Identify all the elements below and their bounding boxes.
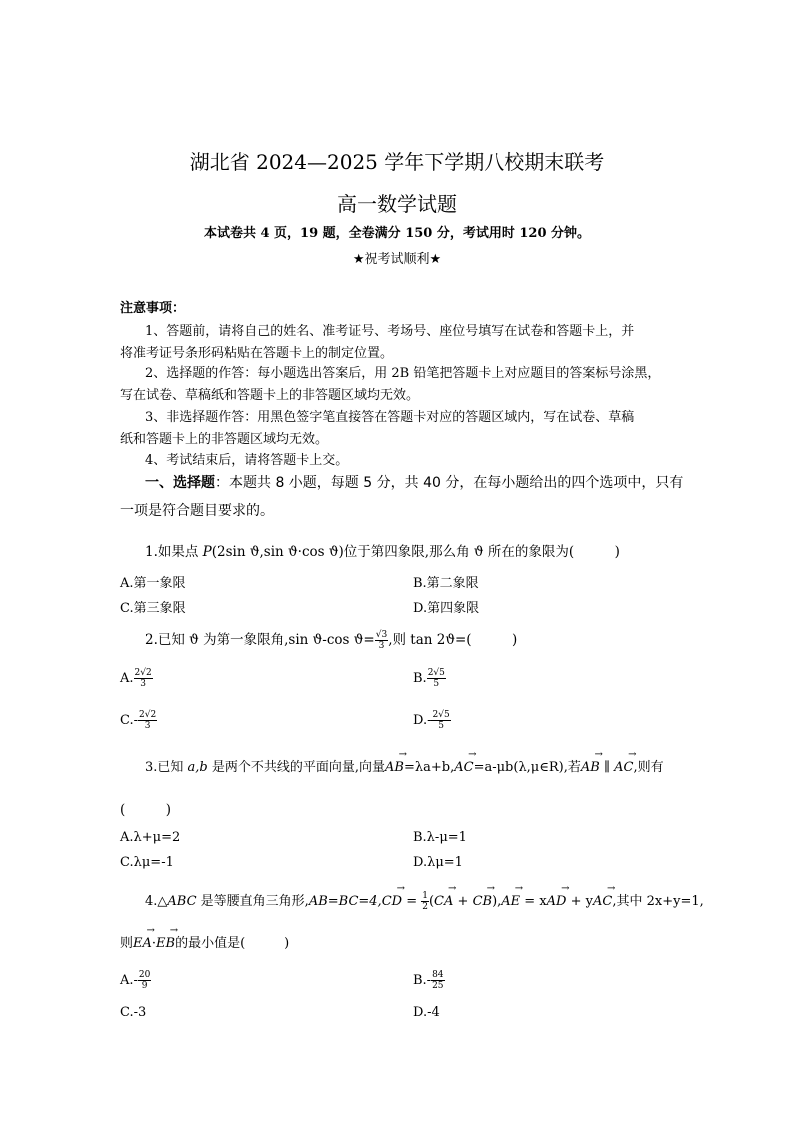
section-heading	[145, 472, 683, 492]
q1-option-c: C.第三象限	[120, 601, 186, 616]
exam-wish: ★祝考试顺利★	[352, 252, 442, 267]
notice-line: 纸和答题卡上的非答题区域均无效。	[120, 432, 329, 447]
q1-option-d: D.第四象限	[413, 601, 480, 616]
fraction: $\frac{√3}{3}$	[375, 630, 388, 651]
question-4-stem: 4.△ABC 是等腰直角三角形,AB=BC=4,→ CD = $\frac{1}{2}$ (→ CA + → CB),→ AE = x→ AD + y→ AC,其中 2x+y=1,	[145, 890, 704, 912]
exam-subtitle: 高一数学试题	[337, 192, 457, 216]
q3-option-d: D.λμ=1	[413, 855, 463, 870]
notice-line: 4、考试结束后，请将答题卡上交。	[145, 453, 349, 468]
section-desc: ：本题共 8 小题，每题 5 分，共 40 分，在每小题给出的四个选项中，只有	[215, 475, 684, 491]
question-3-stem: 3.已知 a,b 是两个不共线的平面向量,向量→ AB=λa+b,→ AC=a-μb(λ,μ∈R),若→ AB ∥ → AC,则有	[145, 756, 664, 775]
question-3-paren: ( )	[120, 802, 172, 818]
notice-line: 将准考证号条形码粘贴在答题卡上的制定位置。	[120, 346, 394, 361]
notice-line: 写在试卷、草稿纸和答题卡上的非答题区域均无效。	[120, 388, 420, 403]
q3-option-c: C.λμ=-1	[120, 855, 174, 870]
question-4-line2: 则→ EA·→ EB的最小值是( )	[120, 932, 289, 951]
question-1-stem: 1.如果点 P(2sin ϑ,sin ϑ·cos ϑ)位于第四象限,那么角 ϑ 所在的象限为( )	[145, 544, 620, 560]
exam-title: 湖北省 2024—2025 学年下学期八校期末联考	[189, 150, 605, 174]
notice-line: 3、非选择题作答：用黑色签字笔直接答在答题卡对应的答题区域内，写在试卷、草稿	[145, 410, 635, 425]
section-desc-2: 一项是符合题目要求的。	[120, 503, 274, 519]
q3-option-a: A.λ+μ=2	[120, 830, 181, 845]
q4-option-c: C.-3	[120, 1005, 147, 1020]
q4-option-b: B.- $\frac{84}{25}$	[413, 970, 444, 991]
q3-option-b: B.λ-μ=1	[413, 830, 467, 845]
notice-heading: 注意事项：	[120, 301, 186, 316]
section-label: 一、选择题	[145, 475, 215, 491]
q4-option-d: D.-4	[413, 1005, 440, 1020]
q2-option-a: A. $\frac{2√2}{3}$	[120, 668, 152, 689]
q1-option-b: B.第二象限	[413, 576, 479, 591]
q1-option-a: A.第一象限	[120, 576, 186, 591]
exam-info: 本试卷共 4 页，19 题，全卷满分 150 分，考试用时 120 分钟。	[203, 226, 591, 241]
q4-option-a: A.- $\frac{20}{9}$	[120, 970, 151, 991]
q2-option-c: C.- $\frac{2√2}{3}$	[120, 710, 157, 731]
question-2-stem: 2.已知 ϑ 为第一象限角,sin ϑ-cos ϑ= $\frac{√3}{3}$ ,则 tan 2ϑ=( )	[145, 630, 518, 651]
notice-line: 2、选择题的作答：每小题选出答案后，用 2B 铅笔把答题卡上对应题目的答案标号涂黑，	[145, 366, 661, 381]
notice-line: 1、答题前，请将自己的姓名、准考证号、考场号、座位号填写在试卷和答题卡上，并	[145, 324, 635, 339]
q2-option-d: D.- $\frac{2√5}{5}$	[413, 710, 450, 731]
q2-option-b: B. $\frac{2√5}{5}$	[413, 668, 445, 689]
